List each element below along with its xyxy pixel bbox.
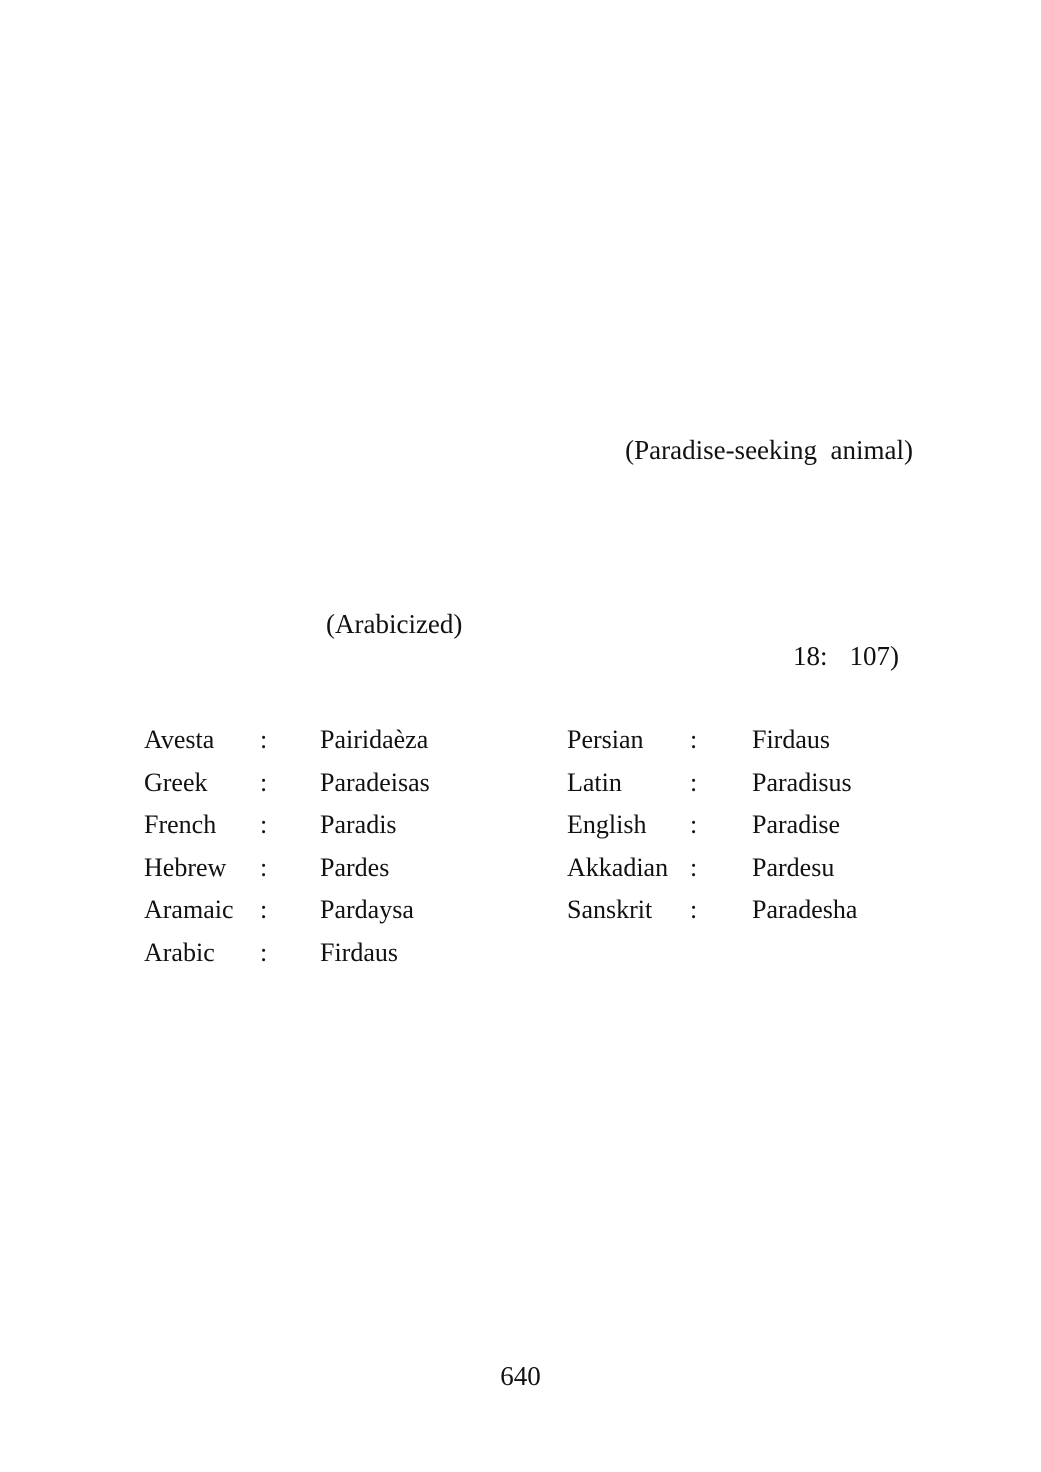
separator: : (690, 895, 698, 925)
separator: : (260, 937, 268, 967)
language-name: Aramaic (144, 895, 234, 925)
verse-chapter: 18: (792, 641, 828, 671)
paradise-seeking-note: (Paradise-seeking animal) (625, 435, 913, 465)
language-name: Arabic (144, 937, 215, 967)
language-name: Avesta (144, 725, 215, 754)
separator: : (260, 852, 268, 882)
verse-reference (766, 608, 899, 704)
language-name: Hebrew (144, 852, 227, 882)
separator: : (260, 810, 268, 840)
language-name: Greek (144, 767, 208, 797)
paradise-word: Firdaus (752, 725, 830, 754)
paradise-word: Paradise (752, 810, 841, 840)
verse-number: 107) (849, 641, 899, 671)
separator: : (690, 767, 698, 797)
separator: : (260, 895, 268, 925)
paradise-word: Paradis (320, 810, 397, 840)
separator: : (690, 852, 698, 882)
language-name: Akkadian (567, 852, 669, 882)
paradise-word: Firdaus (320, 937, 398, 967)
arabicized-note: (Arabicized) (326, 609, 463, 639)
paradise-word: Paradesha (752, 895, 858, 925)
page-number: 640 (500, 1361, 541, 1391)
separator: : (690, 725, 698, 754)
separator: : (260, 725, 268, 754)
language-name: Latin (567, 767, 622, 797)
separator: : (690, 810, 698, 840)
paradise-word: Pardes (320, 852, 390, 882)
language-name: Persian (567, 725, 644, 754)
paradise-word: Pairidaèza (320, 725, 429, 754)
paradise-word: Paradeisas (320, 767, 430, 797)
paradise-word: Pardaysa (320, 895, 414, 925)
paradise-word: Pardesu (752, 852, 835, 882)
paradise-word: Paradisus (752, 767, 852, 797)
language-name: French (144, 810, 217, 840)
separator: : (260, 767, 268, 797)
language-name: English (567, 810, 647, 840)
language-name: Sanskrit (567, 895, 653, 925)
